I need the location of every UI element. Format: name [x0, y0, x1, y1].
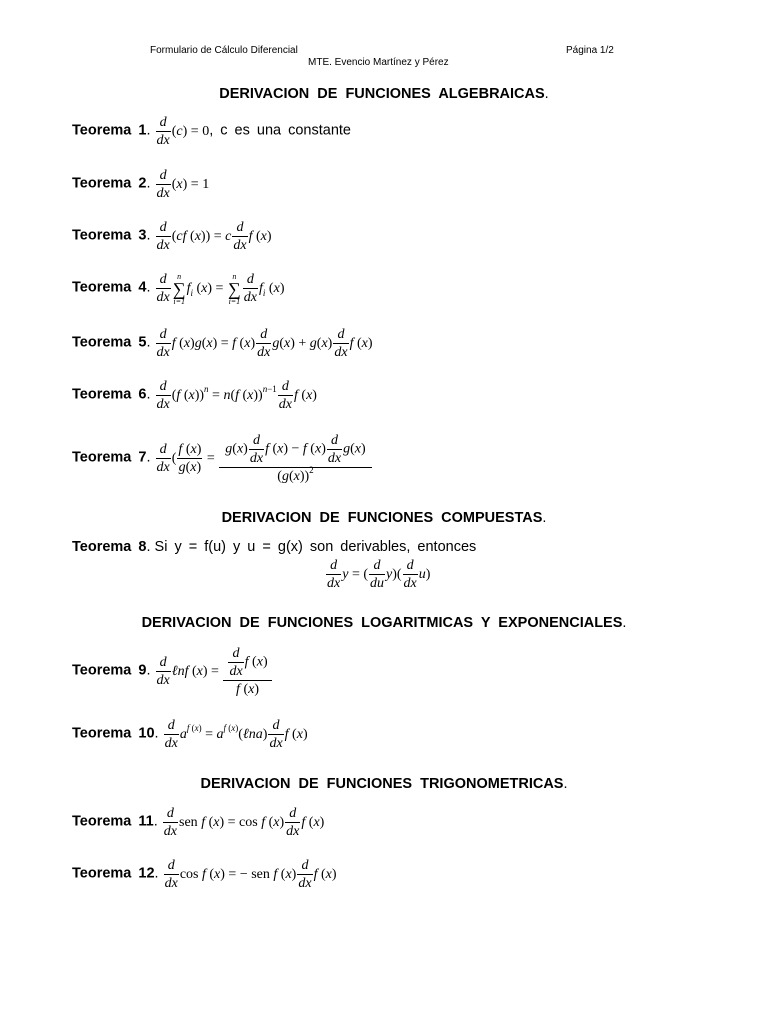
theorem-8: Teorema 8. Si y = f(u) y u = g(x) son derivables, entonces [72, 539, 477, 555]
theorem-label: Teorema 6 [72, 386, 147, 403]
theorem-label: Teorema 10 [72, 725, 155, 742]
section-logexp: DERIVACION DE FUNCIONES LOGARITMICAS Y EXPONENCIALES. [141, 615, 627, 631]
section-title: DERIVACION DE FUNCIONES LOGARITMICAS Y EXPONENCIALES [141, 615, 623, 631]
theorem-label: Teorema 2 [72, 175, 147, 192]
section-title: DERIVACION DE FUNCIONES ALGEBRAICAS [219, 86, 545, 102]
theorem-3: Teorema 3. $\frac{d}{dx}$ (cf (x)) = c $\frac{d}{dx}$ f (x) [72, 220, 272, 253]
header-title: Formulario de Cálculo Diferencial [150, 45, 298, 56]
theorem-label: Teorema 5 [72, 334, 147, 351]
theorem-4: Teorema 4. $\frac{d}{dx}$ n ∑ i=1 $f_i$ (x) = n ∑ i=1 $\frac{d}{dx}$ $f_i$ (x) [72, 271, 285, 306]
section-algebraicas: DERIVACION DE FUNCIONES ALGEBRAICAS. [219, 86, 549, 102]
theorem-6: Teorema 6. $\frac{d}{dx}$ (f (x))$^n$ = n(f (x))$^{n-1}$ $\frac{d}{dx}$ f (x) [72, 379, 317, 412]
section-title: DERIVACION DE FUNCIONES COMPUESTAS [221, 510, 543, 526]
theorem-6-formula: $\frac{d}{dx}$ (f (x))$^n$ = n(f (x))$^{n-1}$ $\frac{d}{dx}$ f (x) [156, 379, 317, 412]
theorem-7: Teorema 7. $\frac{d}{dx}$ ( $\frac{f (x)}{g(x)}$ = g(x) $\frac{d}{dx}$ f (x) − f (x) $\frac{d}{dx}$ g(x) $(g(x))^2$ [72, 432, 373, 485]
theorem-label: Teorema 11 [72, 813, 154, 830]
theorem-4-formula: $\frac{d}{dx}$ n ∑ i=1 $f_i$ (x) = n ∑ i=1 $\frac{d}{dx}$ $f_i$ (x) [156, 271, 285, 306]
theorem-9: Teorema 9. $\frac{d}{dx}$ ℓnf (x) = $\frac{d}{dx}$ f (x) f (x) [72, 645, 273, 698]
theorem-11-formula: $\frac{d}{dx}$ sen f (x) = cos f (x) $\frac{d}{dx}$ f (x) [163, 806, 325, 839]
theorem-1: Teorema 1. $\frac{d}{dx}$ (c) = 0, c es una constante [72, 115, 351, 148]
theorem-8-text: Si y = f(u) y u = g(x) son derivables, entonces [154, 539, 477, 555]
theorem-1-text: , c es una constante [209, 122, 351, 139]
theorem-12: Teorema 12. $\frac{d}{dx}$ cos f (x) = − sen f (x) $\frac{d}{dx}$ f (x) [72, 858, 337, 891]
theorem-label: Teorema 12 [72, 865, 155, 882]
section-compuestas: DERIVACION DE FUNCIONES COMPUESTAS. [221, 510, 547, 526]
section-title: DERIVACION DE FUNCIONES TRIGONOMETRICAS [200, 776, 564, 792]
theorem-2-formula: $\frac{d}{dx}$ (x) = 1 [156, 168, 210, 201]
theorem-label: Teorema 7 [72, 449, 147, 466]
page-number: Página 1/2 [566, 45, 614, 56]
theorem-9-formula: $\frac{d}{dx}$ ℓnf (x) = $\frac{d}{dx}$ f (x) f (x) [155, 664, 273, 679]
theorem-8-formula: $\frac{d}{dx}$ y = ( $\frac{d}{du}$ y)( $\frac{d}{dx}$ u) [327, 558, 431, 591]
theorem-7-formula: $\frac{d}{dx}$ ( $\frac{f (x)}{g(x)}$ = g(x) $\frac{d}{dx}$ f (x) − f (x) $\frac{d}{dx}$ g(x) $(g(x))^2$ [155, 451, 373, 466]
section-trig: DERIVACION DE FUNCIONES TRIGONOMETRICAS. [200, 776, 568, 792]
theorem-label: Teorema 1 [72, 122, 147, 139]
header-author: MTE. Evencio Martínez y Pérez [308, 57, 449, 68]
theorem-5: Teorema 5. $\frac{d}{dx}$ f (x)g(x) = f (x) $\frac{d}{dx}$ g(x) + g(x) $\frac{d}{dx}$ f (x) [72, 327, 373, 360]
theorem-2: Teorema 2. $\frac{d}{dx}$ (x) = 1 [72, 168, 210, 201]
theorem-12-formula: $\frac{d}{dx}$ cos f (x) = − sen f (x) $\frac{d}{dx}$ f (x) [164, 858, 337, 891]
theorem-label: Teorema 3 [72, 227, 147, 244]
theorem-10-formula: $\frac{d}{dx}$ $a^{f (x)}$ = $a^{f (x)}(\ell na)$ $\frac{d}{dx}$ f (x) [164, 718, 308, 751]
theorem-label: Teorema 4 [72, 279, 147, 296]
theorem-label: Teorema 8 [72, 539, 147, 555]
theorem-label: Teorema 9 [72, 662, 147, 679]
theorem-5-formula: $\frac{d}{dx}$ f (x)g(x) = f (x) $\frac{d}{dx}$ g(x) + g(x) $\frac{d}{dx}$ f (x) [156, 327, 373, 360]
theorem-11: Teorema 11. $\frac{d}{dx}$ sen f (x) = cos f (x) $\frac{d}{dx}$ f (x) [72, 806, 325, 839]
theorem-1-formula: $\frac{d}{dx}$ (c) = 0 [156, 115, 210, 148]
theorem-10: Teorema 10. $\frac{d}{dx}$ $a^{f (x)}$ = $a^{f (x)}(\ell na)$ $\frac{d}{dx}$ f (x) [72, 718, 308, 751]
theorem-3-formula: $\frac{d}{dx}$ (cf (x)) = c $\frac{d}{dx}$ f (x) [156, 220, 272, 253]
